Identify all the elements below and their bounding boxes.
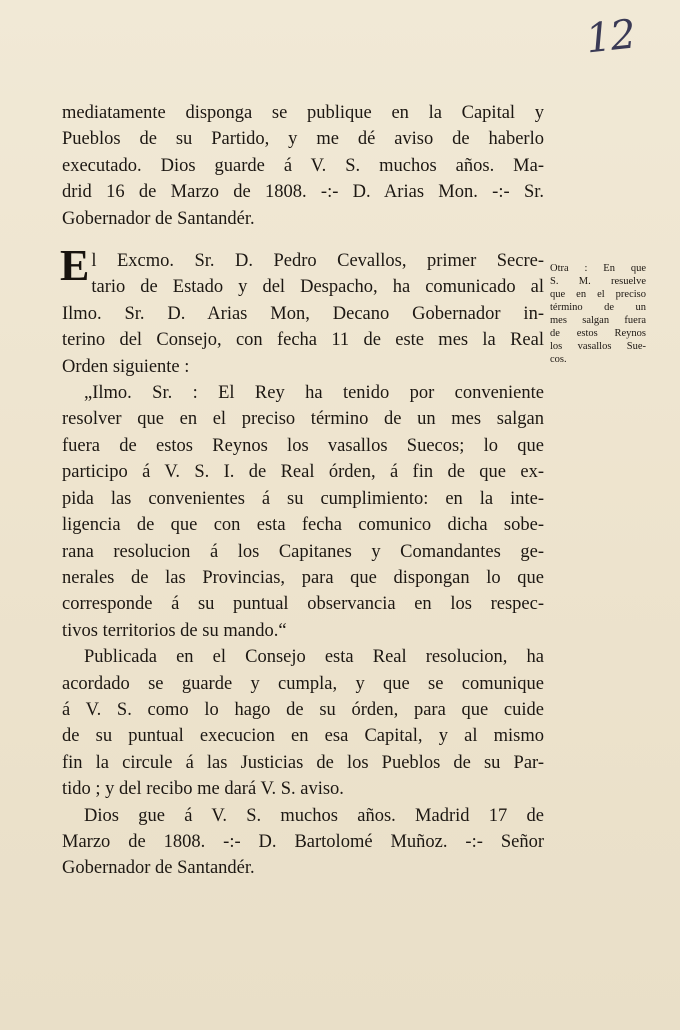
text-line: fin la circule á las Justicias de los Pueblos de su Par- [62,752,544,773]
paragraph-5 [62,803,544,882]
text-line: l Excmo. Sr. D. Pedro Cevallos, primer Secre- [91,251,544,272]
text-line: tido ; y del recibo me dará V. S. aviso. [62,779,344,800]
paragraph-3 [62,380,544,644]
body-text [62,100,544,882]
text-line: mediatamente disponga se publique en la Capital y [62,103,544,123]
text-line: Gobernador de Santandér. [62,208,255,229]
text-line: participo á V. S. I. de Real órden, á fin de que ex- [62,462,544,483]
text-line: acordado se guarde y cumpla, y que se comunique [62,673,544,694]
text-line: resolver que en el preciso término de un mes salgan [62,409,544,430]
paragraph-4 [62,644,544,802]
margin-note-line: Otra : En que [550,263,646,274]
text-line: terino del Consejo, con fecha 11 de este mes la Real [62,330,544,351]
text-line: Ilmo. Sr. D. Arias Mon, Decano Gobernador in- [62,303,544,324]
margin-note-line: los vasallos Sue- [550,341,646,352]
margin-note [550,262,646,366]
drop-cap: E [60,241,90,291]
text-line: de su puntual execucion en esa Capital, y al mismo [62,726,544,747]
paragraph-2 [60,241,544,380]
text-line: tario de Estado y del Despacho, ha comunicado al [91,277,544,298]
text-line: Marzo de 1808. -:- D. Bartolomé Muñoz. -:- Señor [62,831,544,852]
text-line: Gobernador de Santandér. [62,858,255,879]
text-line: nerales de las Provincias, para que dispongan lo que [62,567,544,588]
text-line: ligencia de que con esta fecha comunico dicha sobe- [62,515,544,536]
text-line: „Ilmo. Sr. : El Rey ha tenido por conveniente [84,383,544,404]
text-line: pida las convenientes á su cumplimiento: en la inte- [62,488,544,509]
text-line: rana resolucion á los Capitanes y Comandantes ge- [62,541,544,562]
margin-note-line: término de un [550,302,646,313]
text-line: tivos territorios de su mando.“ [62,620,287,641]
margin-note-line: mes salgan fuera [550,315,646,326]
text-line: Dios gue á V. S. muchos años. Madrid 17 de [84,805,544,826]
text-line: corresponde á su puntual observancia en los respec- [62,594,544,615]
folio-number: 12 [583,11,638,63]
text-line: Publicada en el Consejo esta Real resolucion, ha [84,647,544,668]
margin-note-line: cos. [550,354,567,365]
paragraph-1 [62,100,544,232]
margin-note-line: de estos Reynos [550,328,646,339]
text-line: á V. S. como lo hago de su órden, para que cuide [62,699,544,720]
text-line: executado. Dios guarde á V. S. muchos años. Ma- [62,155,544,176]
margin-note-line: S. M. resuelve [550,276,646,287]
text-line: drid 16 de Marzo de 1808. -:- D. Arias Mon. -:- Sr. [62,182,544,203]
text-line: Orden siguiente : [62,356,190,377]
text-line: fuera de estos Reynos los vasallos Suecos; lo que [62,435,544,456]
margin-note-line: que en el preciso [550,289,646,300]
text-line: Pueblos de su Partido, y me dé aviso de haberlo [62,129,544,150]
